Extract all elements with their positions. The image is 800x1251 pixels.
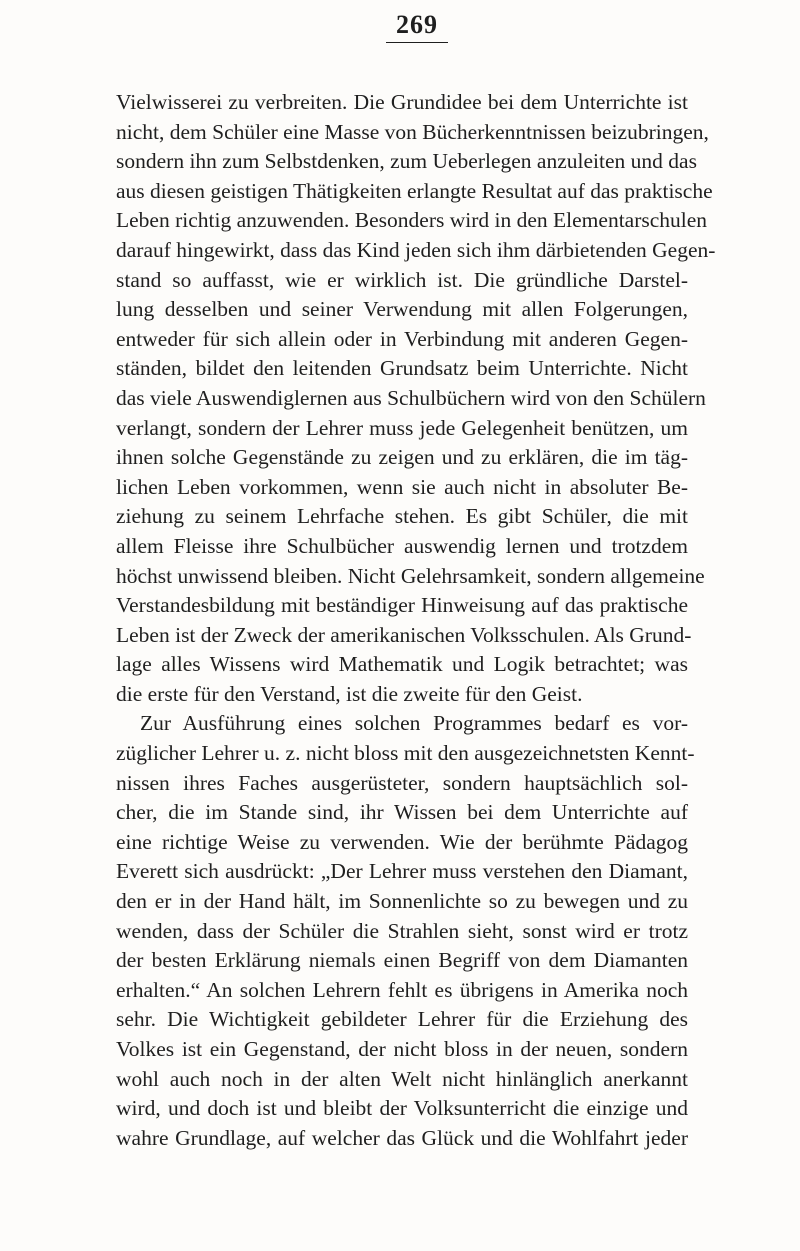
text-line: Leben ist der Zweck der amerikanischen Volksschulen. Als Grund- [116, 622, 692, 647]
text-line: ihnen solche Gegenstände zu zeigen und zu erklären, die im täg- [116, 445, 688, 470]
text-line: lichen Leben vorkommen, wenn sie auch nicht in absoluter Be- [116, 474, 688, 499]
text-line: nicht, dem Schüler eine Masse von Bücherkenntnissen beizubringen, [116, 119, 709, 144]
text-line: ziehung zu seinem Lehrfache stehen. Es gibt Schüler, die mit [116, 504, 688, 529]
text-line: entweder für sich allein oder in Verbindung mit anderen Gegen- [116, 326, 688, 351]
paragraph-start-line: Zur Ausführung eines solchen Programmes bedarf es vor- [140, 711, 688, 736]
text-line: wohl auch noch in der alten Welt nicht hinlänglich anerkannt [116, 1066, 688, 1091]
text-line: höchst unwissend bleiben. Nicht Gelehrsamkeit, sondern allgemeine [116, 563, 705, 588]
text-line: Leben richtig anzuwenden. Besonders wird in den Elementarschulen [116, 208, 708, 233]
text-line: wahre Grundlage, auf welcher das Glück und die Wohlfahrt jeder [116, 1125, 688, 1150]
text-line: erhalten.“ An solchen Lehrern fehlt es übrigens in Amerika noch [116, 977, 688, 1002]
text-line: nissen ihres Faches ausgerüsteter, sondern hauptsächlich sol- [116, 770, 688, 795]
body-text [116, 88, 716, 1153]
text-line: züglicher Lehrer u. z. nicht bloss mit den ausgezeichnetsten Kennt- [116, 741, 695, 766]
text-line: lage alles Wissens wird Mathematik und Logik betrachtet; was [116, 652, 688, 677]
text-line: Volkes ist ein Gegenstand, der nicht bloss in der neuen, sondern [116, 1037, 688, 1061]
text-line: lung desselben und seiner Verwendung mit allen Folgerungen, [116, 297, 688, 322]
text-line: sehr. Die Wichtigkeit gebildeter Lehrer für die Erziehung des [116, 1007, 688, 1032]
text-line: eine richtige Weise zu verwenden. Wie der berühmte Pädagog [116, 829, 688, 854]
paragraph-end-line: die erste für den Verstand, ist die zweite für den Geist. [116, 681, 583, 706]
text-line: verlangt, sondern der Lehrer muss jede Gelegenheit benützen, um [116, 415, 688, 440]
page-number-header [0, 8, 800, 43]
text-line: Everett sich ausdrückt: „Der Lehrer muss verstehen den Diamant, [116, 859, 688, 884]
text-line: sondern ihn zum Selbstdenken, zum Ueberlegen anzuleiten und das [116, 149, 697, 174]
text-line: den er in der Hand hält, im Sonnenlichte so zu bewegen und zu [116, 889, 688, 914]
text-line: wird, und doch ist und bleibt der Volksunterricht die einzige und [116, 1096, 688, 1121]
text-line: allem Fleisse ihre Schulbücher auswendig lernen und trotzdem [116, 533, 688, 558]
text-line: wenden, dass der Schüler die Strahlen sieht, sonst wird er trotz [116, 918, 688, 943]
page-number: 269 [386, 8, 448, 43]
text-line: das viele Auswendiglernen aus Schulbüchern wird von den Schülern [116, 385, 706, 410]
text-line: ständen, bildet den leitenden Grundsatz beim Unterrichte. Nicht [116, 356, 688, 381]
text-line: aus diesen geistigen Thätigkeiten erlangte Resultat auf das praktische [116, 178, 713, 203]
text-line: der besten Erklärung niemals einen Begriff von dem Diamanten [116, 948, 688, 973]
text-line: stand so auffasst, wie er wirklich ist. Die gründliche Darstel- [116, 267, 688, 292]
text-line: cher, die im Stande sind, ihr Wissen bei dem Unterrichte auf [116, 800, 688, 825]
text-line: darauf hingewirkt, dass das Kind jeden sich ihm därbietenden Gegen- [116, 237, 716, 262]
text-line: Vielwisserei zu verbreiten. Die Grundidee bei dem Unterrichte ist [116, 90, 688, 114]
text-line: Verstandesbildung mit beständiger Hinweisung auf das praktische [116, 593, 688, 618]
